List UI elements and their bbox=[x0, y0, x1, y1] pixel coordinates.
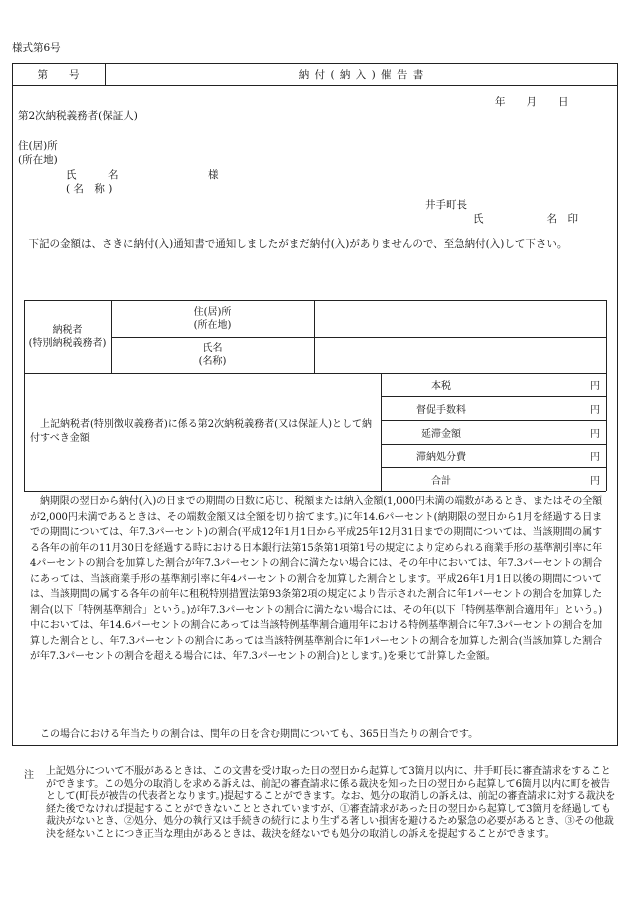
taxpayer-label-line1: 納税者 bbox=[52, 324, 83, 336]
document-number-label: 第 号 bbox=[37, 68, 80, 81]
taxpayer-name-sub: (名称) bbox=[198, 356, 227, 367]
taxpayer-right-border bbox=[606, 300, 607, 491]
taxpayer-name-label: 氏名 bbox=[202, 343, 223, 354]
header-divider bbox=[12, 85, 618, 86]
amount-row-label: 合計 bbox=[431, 475, 451, 487]
amount-bottom-border bbox=[24, 491, 606, 492]
intro-text: 下記の金額は、さきに納付(入)通知書で通知しましたがまだ納付(入)がありませんので、至急納付(入)して下さい。 bbox=[28, 238, 568, 250]
amount-row bbox=[381, 396, 606, 420]
appeal-notice-text: 上記処分について不服があるときは、この文書を受け取った日の翌日から起算して3箇月以内に、井手町長に審査請求をすることができます。この処分の取消しを求める訴えは、前記の審査請求に係る裁決を知った日の翌日から起算して6箇月以内に町を被告として(町長が被告の代表者となります。)提起することができます。なお、処分の取消しの訴えは、前記の審査請求に対する裁決を経た後でなければ提起することができないこととされていますが、①審査請求があった日の翌日から起算して3箇月を経過しても裁決がないとき、②処分、処分の執行又は手続きの続行により生ずる著しい損害を避けるため緊急の必要があるとき、③その他裁決を経ないことにつき正当な理由があるときは、裁決を経ないでも処分の取消しの訴えを提起することができます。 bbox=[46, 766, 616, 840]
taxpayer-name-cell bbox=[111, 337, 314, 373]
amount-row-unit: 円 bbox=[590, 475, 600, 487]
addressee-role: 第2次納税義務者(保証人) bbox=[18, 110, 138, 122]
amount-row-label: 督促手数料 bbox=[416, 404, 466, 416]
amount-row bbox=[381, 467, 606, 491]
issuer-name-seal: 氏 名 印 bbox=[473, 213, 578, 225]
taxpayer-label bbox=[24, 300, 111, 373]
amount-row bbox=[381, 420, 606, 444]
leap-year-text: この場合における年当たりの割合は、閏年の日を含む期間についても、365日当たりの割合です。 bbox=[40, 729, 479, 740]
taxpayer-address-cell bbox=[111, 300, 314, 337]
taxpayer-address-label: 住(居)所 bbox=[193, 306, 232, 318]
amount-row-label: 延滞金額 bbox=[421, 428, 461, 440]
taxpayer-address-sub: (所在地) bbox=[193, 319, 232, 331]
document-title: 納 付 ( 納 入 ) 催 告 書 bbox=[298, 68, 425, 81]
addressee-name-sub: ( 名 称 ) bbox=[66, 183, 113, 195]
addressee-name-label: 氏 名 bbox=[66, 169, 119, 181]
amount-row-label: 本税 bbox=[431, 381, 451, 392]
amount-description: 上記納税者(特別徴収義務者)に係る第2次納税義務者(又は保証人)として納付すべき金額 bbox=[30, 419, 372, 444]
amount-row-unit: 円 bbox=[590, 452, 600, 463]
taxpayer-label-line2: (特別納税義務者) bbox=[28, 337, 107, 349]
note-label: 注 bbox=[24, 770, 34, 781]
amount-row-unit: 円 bbox=[590, 381, 600, 392]
amount-row bbox=[381, 444, 606, 467]
addressee-address-sub: (所在地) bbox=[18, 154, 58, 166]
addressee-name-suffix: 様 bbox=[208, 169, 219, 181]
amount-row-unit: 円 bbox=[590, 404, 600, 416]
issue-date: 年 月 日 bbox=[495, 96, 569, 108]
amount-row bbox=[381, 373, 606, 396]
amount-row-label: 滞納処分費 bbox=[416, 452, 466, 463]
interest-calculation-text: 納期限の翌日から納付(入)の日までの期間の日数に応じ、税額または納入金額(1,000円未満の端数があるとき、またはその全額が2,000円未満であるときは、その端数金額又は全額を切り捨てます。)に年14.6パーセント(納期限の翌日から1月を経過する日までの期間については、年7.3パーセント)の割合(平成12年1月1日から平成25年12月31日までの期間については、当該期間の属する各年の前年の11月30日を経過する時における日本銀行法第15条第1項第1号の規定により定められる商業手形の基準割引率に年4パーセントの割合を加算した割合が年7.3パーセントの割合に満たない場合には、その年中においては、年7.3パーセントの割合にあっては、当該商業手形の基準割引率に年4パーセントの割合を加算した割合とします。平成26年1月1日以後の期間については、当該期間の属する各年の前年に租税特別措置法第93条第2項の規定により告示された割合に年1パーセントの割合を加算した割合(以下「特例基準割合」という。)が年7.3パーセントの割合に満たない場合には、その年(以下「特例基準割合適用年」という。)中においては、年14.6パーセントの割合にあっては当該特例基準割合適用年における特例基準割合に年7.3パーセントの割合を加算した割合とし、年7.3パーセントの割合にあっては当該特例基準割合に年1パーセントの割合を加算した割合(当該加算した割合が年7.3パーセントの割合を超える場合には、年7.3パーセントの割合)とします。)を乗じて計算した金額。 bbox=[30, 496, 602, 662]
addressee-address-label: 住(居)所 bbox=[18, 140, 58, 152]
amount-row-unit: 円 bbox=[590, 428, 600, 440]
issuer-title: 井手町長 bbox=[425, 199, 467, 211]
form-number: 様式第6号 bbox=[12, 42, 61, 54]
